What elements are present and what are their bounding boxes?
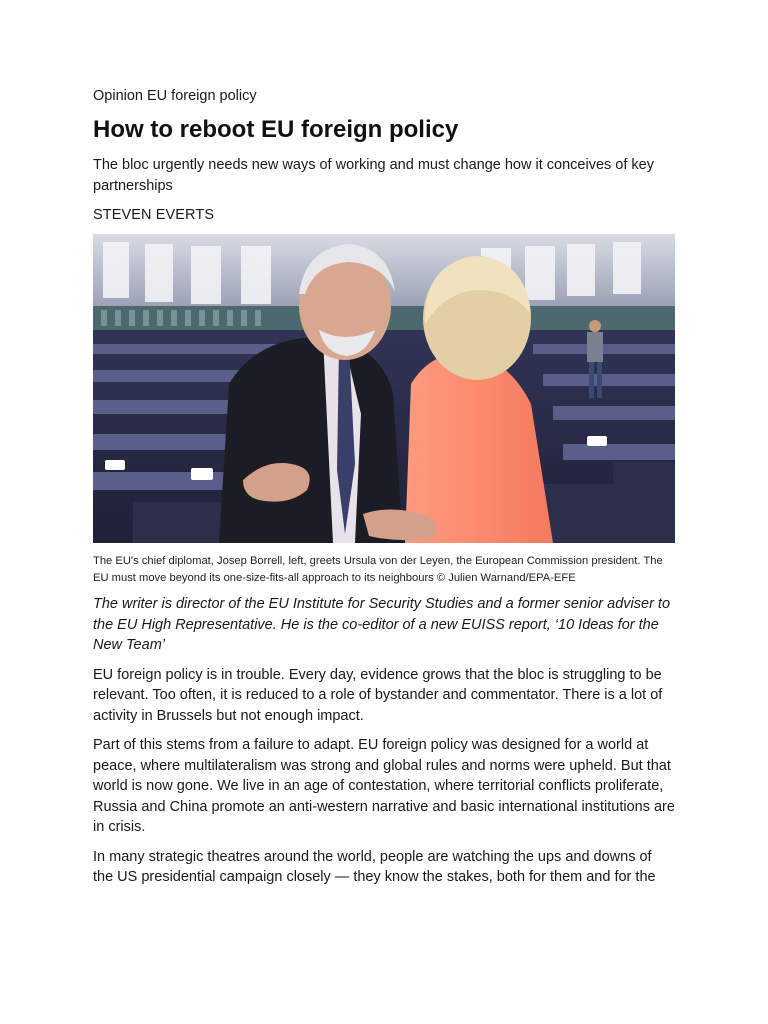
article-headline: How to reboot EU foreign policy bbox=[93, 116, 459, 143]
author-note: The writer is director of the EU Institute for Security Studies and a former senior adviser to the EU High Representative. He is the co-editor of a new EUISS report, ‘10 Ideas for the New Team’ bbox=[93, 596, 671, 653]
body-paragraph: Part of this stems from a failure to adapt. EU foreign policy was designed for a world at peace, where multilateralism was strong and global rules and norms were upheld. But that world is now gone. We live in an age of contestation, where territorial conflicts proliferate, Russia and China promote an anti-western narrative and basic international institutions are in crisis. bbox=[93, 737, 675, 835]
author-byline[interactable]: STEVEN EVERTS bbox=[93, 207, 215, 223]
photo-illustration bbox=[93, 234, 675, 543]
article-photo bbox=[93, 234, 675, 543]
article-kicker[interactable]: Opinion EU foreign policy bbox=[93, 88, 257, 104]
photo-caption: The EU's chief diplomat, Josep Borrell, left, greets Ursula von der Leyen, the European Commission president. The EU must move beyond its one-size-fits-all approach to its neighbours © Julien Warnand/EPA-EFE bbox=[93, 555, 663, 584]
article-column bbox=[93, 86, 675, 897]
body-paragraph: EU foreign policy is in trouble. Every day, evidence grows that the bloc is struggling to be relevant. Too often, it is reduced to a role of bystander and commentator. There is a lot of activity in Brussels but not enough impact. bbox=[93, 666, 663, 724]
body-paragraph: In many strategic theatres around the world, people are watching the ups and downs of the US presidential campaign closely — they know the stakes, both for them and for the bbox=[93, 848, 656, 885]
article-standfirst: The bloc urgently needs new ways of working and must change how it conceives of key partnerships bbox=[93, 157, 654, 194]
